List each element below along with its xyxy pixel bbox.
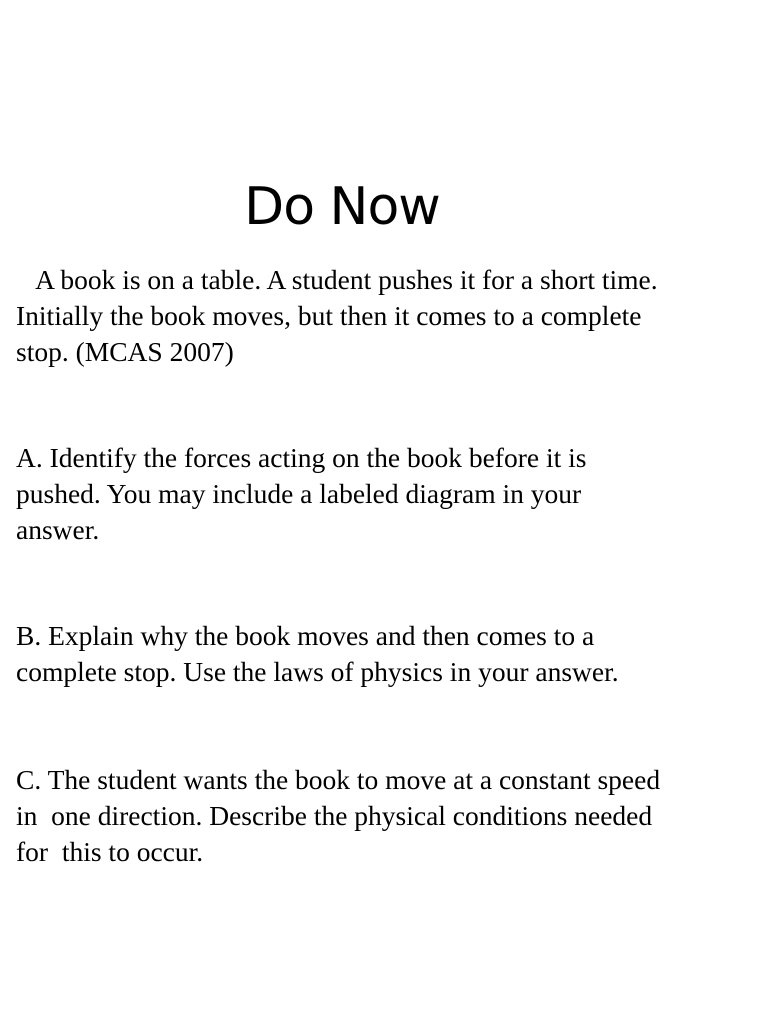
question-a-line: answer.: [16, 514, 100, 545]
question-c-line: in one direction. Describe the physical conditions needed: [16, 800, 653, 831]
intro-line: stop. (MCAS 2007): [16, 336, 234, 367]
intro-line: A book is on a table. A student pushes it for a short time.: [16, 264, 658, 295]
question-b: [16, 618, 756, 690]
question-b-line: B. Explain why the book moves and then comes to a: [16, 620, 595, 651]
question-c: [16, 762, 756, 870]
question-b-line: complete stop. Use the laws of physics in your answer.: [16, 656, 619, 687]
question-c-line: C. The student wants the book to move at a constant speed: [16, 764, 661, 795]
question-a-line: A. Identify the forces acting on the book before it is: [16, 442, 587, 473]
slide-title: Do Now: [244, 177, 440, 237]
intro-paragraph: [16, 262, 756, 370]
question-a: [16, 440, 756, 548]
intro-line: Initially the book moves, but then it comes to a complete: [16, 300, 642, 331]
question-a-line: pushed. You may include a labeled diagram in your: [16, 478, 582, 509]
question-c-line: for this to occur.: [16, 836, 204, 867]
